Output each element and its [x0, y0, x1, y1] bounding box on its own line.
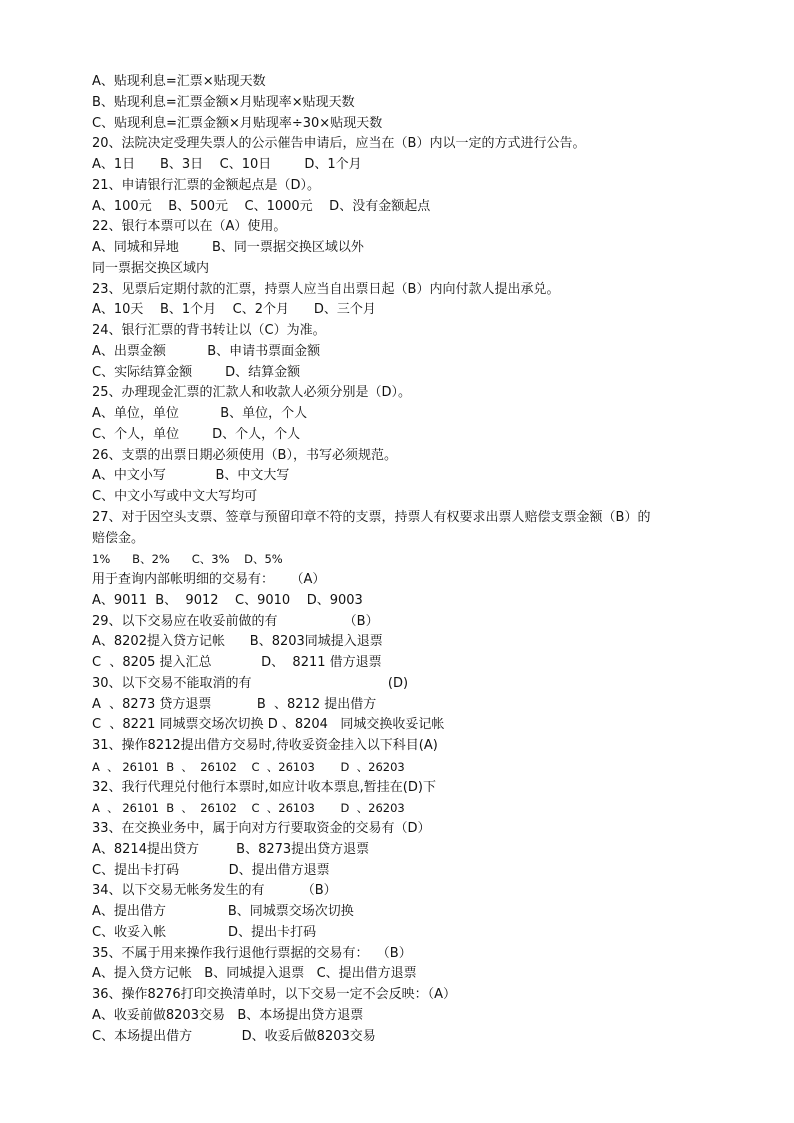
- question-24-options-ab: A、出票金额 B、申请书票面金额: [92, 343, 321, 359]
- question-20-options: A、1日 B、3日 C、10日 D、1个月: [92, 157, 362, 172]
- question-25: 25、办理现金汇票的汇款人和收款人必须分别是（D）。: [92, 385, 412, 401]
- question-28-options: A、9011 B、 9012 C、9010 D、9003: [92, 592, 363, 608]
- question-24: 24、银行汇票的背书转让以（C）为准。: [92, 323, 326, 338]
- question-29-options-cd: C 、8205 提入汇总 D、 8211 借方退票: [92, 655, 382, 670]
- question-32: 32、我行代理兑付他行本票时,如应计收本票息,暂挂在(D)下: [92, 779, 436, 795]
- question-26-options-ab: A、中文小写 B、中文大写: [92, 468, 290, 484]
- option-b-formula: B、贴现利息=汇票金额×月贴现率×贴现天数: [92, 94, 355, 110]
- question-20: 20、法院决定受理失票人的公示催告申请后，应当在（B）内以一定的方式进行公告。: [92, 136, 586, 152]
- question-32-options: A 、 26101 B 、 26102 C 、26103 D 、26203: [92, 801, 405, 816]
- question-22-options-cont: 同一票据交换区域内: [92, 260, 210, 276]
- question-23-options: A、10天 B、1个月 C、2个月 D、三个月: [92, 302, 376, 318]
- question-34: 34、以下交易无帐务发生的有 （B）: [92, 883, 337, 899]
- question-36-options-ab: A、收妥前做8203交易 B、本场提出贷方退票: [92, 1007, 364, 1023]
- question-29: 29、以下交易应在收妥前做的有 （B）: [92, 613, 379, 629]
- question-31: 31、操作8212提出借方交易时,待收妥资金挂入以下科目(A): [92, 738, 438, 753]
- question-25-options-ab: A、单位，单位 B、单位，个人: [92, 406, 308, 421]
- question-26-options-c: C、中文小写或中文大写均可: [92, 489, 258, 504]
- question-31-options: A 、 26101 B 、 26102 C 、26103 D 、26203: [92, 759, 405, 774]
- question-33: 33、在交换业务中，属于向对方行要取资金的交易有（D）: [92, 821, 431, 836]
- question-22-options: A、同城和异地 B、同一票据交换区域以外: [92, 240, 364, 255]
- question-36-options-cd: C、本场提出借方 D、收妥后做8203交易: [92, 1028, 376, 1044]
- option-a-formula: A、贴现利息=汇票×贴现天数: [92, 74, 266, 89]
- question-30-options-cd: C 、8221 同城票交场次切换 D 、8204 同城交换收妥记帐: [92, 717, 445, 733]
- question-22: 22、银行本票可以在（A）使用。: [92, 219, 287, 235]
- question-25-options-cd: C、个人，单位 D、个人，个人: [92, 426, 301, 442]
- document-page: [92, 72, 732, 1047]
- question-27-cont: 赔偿金。: [92, 530, 145, 546]
- question-26: 26、支票的出票日期必须使用（B），书写必须规范。: [92, 447, 397, 463]
- question-27: 27、对于因空头支票、签章与预留印章不符的支票，持票人有权要求出票人赔偿支票金额（B）的: [92, 509, 651, 525]
- question-30: 30、以下交易不能取消的有 (D): [92, 675, 409, 691]
- question-29-options-ab: A、8202提入贷方记帐 B、8203同城提入退票: [92, 634, 383, 650]
- question-34-options-ab: A、提出借方 B、同城票交场次切换: [92, 904, 354, 919]
- question-35-options: A、提入贷方记帐 B、同城提入退票 C、提出借方退票: [92, 966, 417, 982]
- question-23: 23、见票后定期付款的汇票，持票人应当自出票日起（B）内向付款人提出承兑。: [92, 281, 560, 297]
- question-28: 用于查询内部帐明细的交易有： （A）: [92, 572, 326, 587]
- question-34-options-cd: C、收妥入帐 D、提出卡打码: [92, 924, 317, 940]
- question-27-options: 1% B、2% C、3% D、5%: [92, 552, 283, 567]
- question-24-options-cd: C、实际结算金额 D、结算金额: [92, 364, 301, 380]
- question-30-options-ab: A 、8273 贷方退票 B 、8212 提出借方: [92, 696, 377, 712]
- question-21-options: A、100元 B、500元 C、1000元 D、没有金额起点: [92, 198, 431, 214]
- question-35: 35、不属于用来操作我行退他行票据的交易有： （B）: [92, 945, 412, 961]
- question-36: 36、操作8276打印交换清单时，以下交易一定不会反映：（A）: [92, 987, 457, 1002]
- question-21: 21、申请银行汇票的金额起点是（D）。: [92, 177, 321, 193]
- question-33-options-cd: C、提出卡打码 D、提出借方退票: [92, 862, 330, 878]
- option-c-formula: C、贴现利息=汇票金额×月贴现率÷30×贴现天数: [92, 115, 383, 131]
- question-33-options-ab: A、8214提出贷方 B、8273提出贷方退票: [92, 841, 370, 857]
